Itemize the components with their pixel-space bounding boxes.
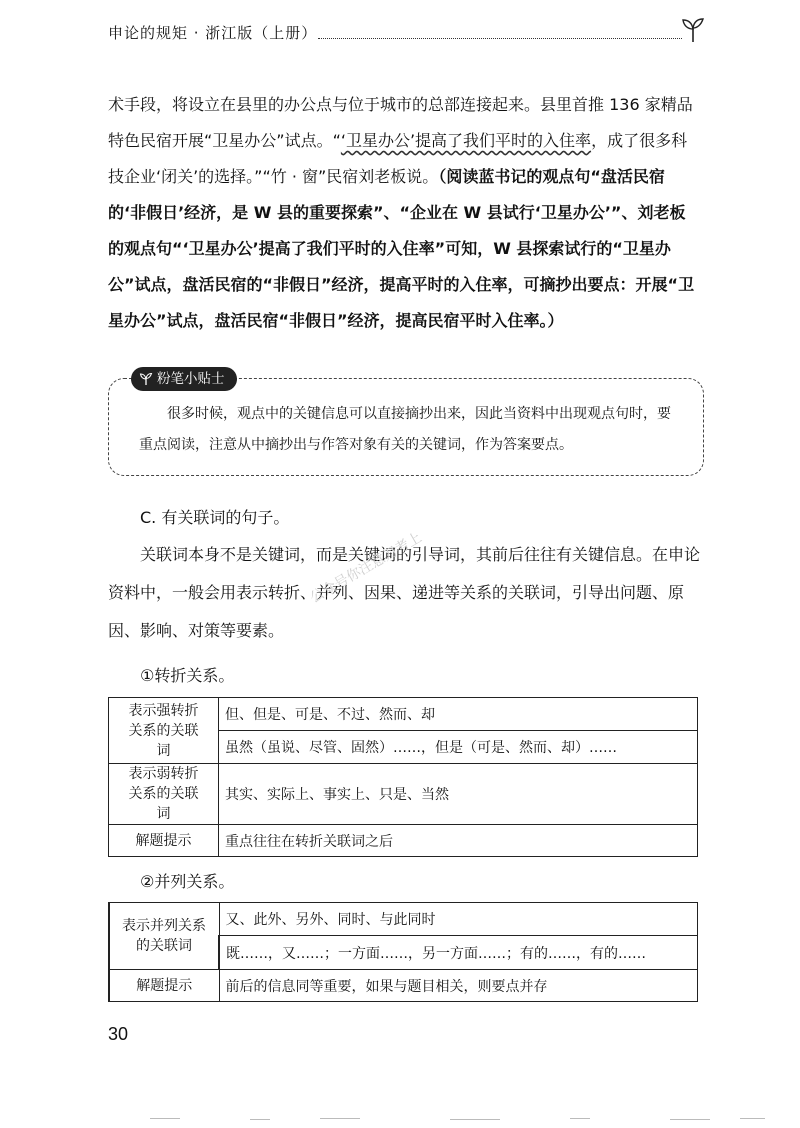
watermark: 公众号你注意刀考上 [307,529,425,607]
table-cell: 既……，又……；一方面……，另一方面……；有的……，有的…… [219,936,698,970]
table-label: 解题提示 [109,825,219,857]
contrast-connectives-table [108,697,698,857]
running-header [108,22,706,42]
table-cell: 虽然（虽说、尽管、固然）……，但是（可是、然而、却）…… [219,731,698,764]
book-title: 申论的规矩 · 浙江版（上册） [108,22,323,43]
header-dotted-rule [318,38,682,39]
tip-badge [131,367,237,391]
scan-artifacts [150,1116,770,1122]
page-number: 30 [108,1024,129,1044]
table-cell: 其实、实际上、事实上、只是、当然 [219,764,698,825]
tip-box [108,371,704,476]
table-label: 表示强转折关系的关联词 [109,698,219,764]
table-cell: 但、但是、可是、不过、然而、却 [219,698,698,731]
tip-text: 很多时候，观点中的关键信息可以直接摘抄出来，因此当资料中出现观点句时，要重点阅读，注意从中摘抄出与作答对象有关的关键词，作为答案要点。 [139,406,671,453]
table-label: 表示弱转折关系的关联词 [109,764,219,825]
sprout-icon [139,372,153,386]
parallel-connectives-table [108,902,698,1002]
table-cell: 重点往往在转折关联词之后 [219,825,698,857]
table-label: 表示并列关系的关联词 [109,903,219,970]
table-label: 解题提示 [109,970,219,1002]
paragraph-case-study: 术手段，将设立在县里的办公点与位于城市的总部连接起来。县里首推 136 家精品特色民宿开展“卫星办公”试点。“‘卫星办公’提高了我们平时的入住率，成了很多科技企业‘闭关’的选择。”“竹 · 窗”民宿刘老板说。（阅读蓝书记的观点句“盘活民宿的‘非假日’经济，是 W 县的重要探索”、“企业在 W 县试行‘卫星办公’”、刘老板的观点句“‘卫星办公’提高了我们平时的入住率”可知，W 县探索试行的“卫星办公”试点，盘活民宿的“非假日”经济，提高平时的入住率，可摘抄出要点：开展“卫星办公”试点，盘活民宿“非假日”经济，提高民宿平时入住率。） [108,95,695,330]
tip-label: 粉笔小贴士 [157,371,225,387]
table-cell: 前后的信息同等重要，如果与题目相关，则要点并存 [219,970,698,1002]
table1-title: ①转折关系。 [140,666,235,685]
quoted-viewpoint: ‘卫星办公’提高了我们平时的入住率 [340,131,592,150]
section-heading: C. 有关联词的句子。 [140,508,290,527]
sprout-icon [680,16,706,44]
table2-title: ②并列关系。 [140,872,235,891]
table-cell: 又、此外、另外、同时、与此同时 [219,903,698,936]
analysis-note: （阅读蓝书记的观点句“盘活民宿的‘非假日’经济，是 W 县的重要探索”、“企业在 W 县试行‘卫星办公’”、刘老板的观点句“‘卫星办公’提高了我们平时的入住率”可知，W 县探索试行的“卫星办公”试点，盘活民宿的“非假日”经济，提高平时的入住率，可摘抄出要点：开展“卫星办公”试点，盘活民宿“非假日”经济，提高民宿平时入住率。） [108,167,695,330]
section-intro: 关联词本身不是关键词，而是关键词的引导词，其前后往往有关键信息。在申论资料中，一般会用表示转折、并列、因果、递进等关系的关联词，引导出问题、原因、影响、对策等要素。 [108,545,701,640]
